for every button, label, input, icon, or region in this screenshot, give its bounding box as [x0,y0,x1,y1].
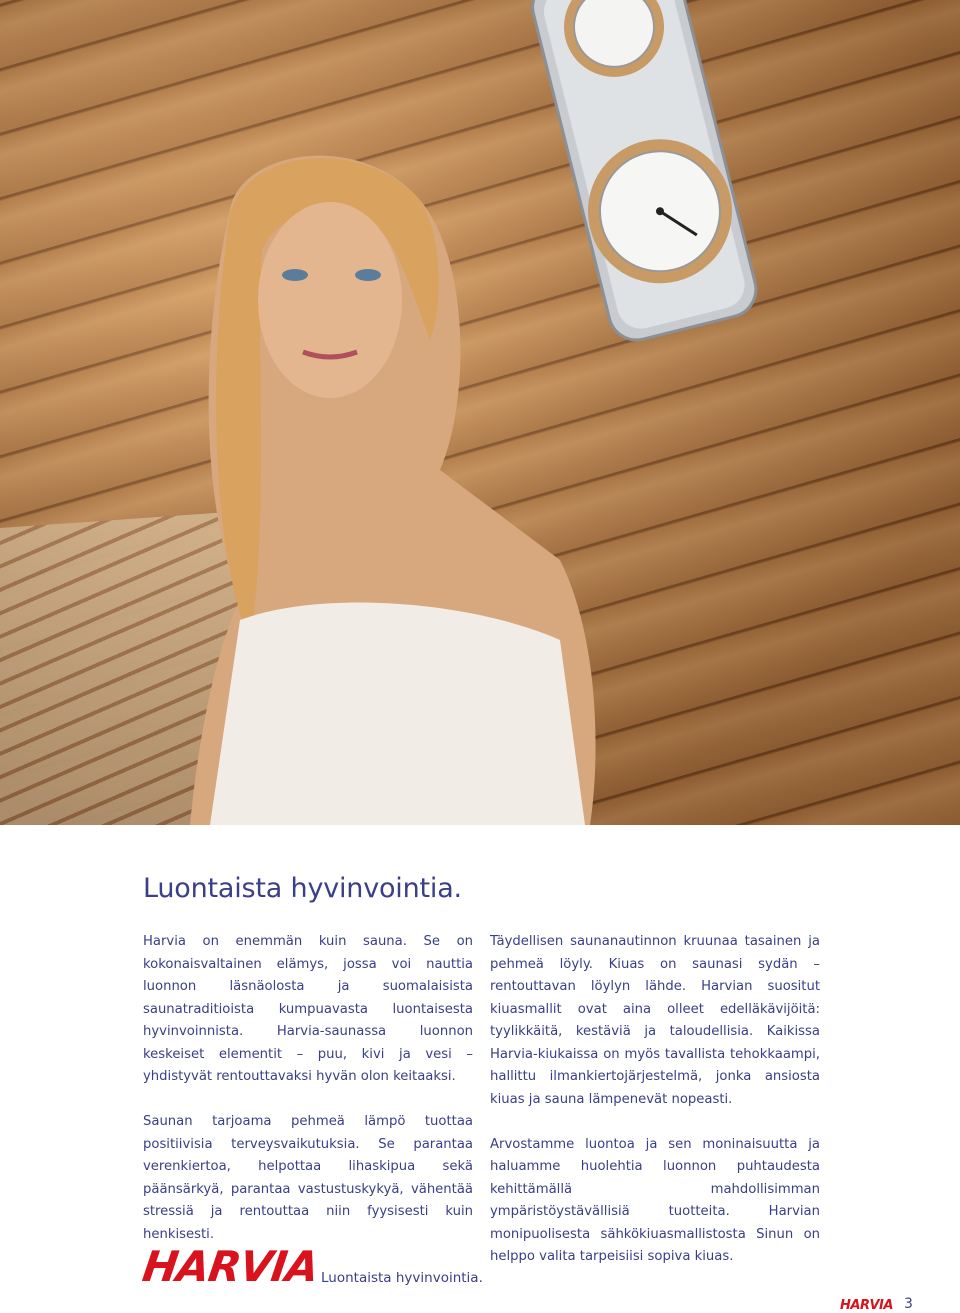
woman-figure [190,156,596,825]
left-text-column [143,931,473,1269]
footer-tagline: Luontaista hyvinvointia. [321,1270,483,1286]
harvia-logo: HARVIA [139,1242,322,1291]
page-title: Luontaista hyvinvointia. [143,873,462,904]
right-text-column [490,931,820,1291]
thermometer-panel [527,0,762,346]
body-paragraph: Saunan tarjoama pehmeä lämpö tuottaa positiivisia terveysvaikutuksia. Se parantaa verenkiertoa, helpottaa lihaskipua sekä päänsärkyä, parantaa vastustuskykyä, vähentää stressiä ja rentouttaa niin fyysisesti kuin henkisesti. [143,1114,473,1242]
harvia-small-logo: HARVIA [840,1298,893,1313]
body-paragraph: Harvia on enemmän kuin sauna. Se on kokonaisvaltainen elämys, jossa voi nauttia luonnon läsnäolosta ja suomalaisista saunatraditioista kumpuavasta luontaisesta hyvinvoinnista. Harvia-saunassa luonnon keskeiset elementit – puu, kivi ja vesi – yhdistyvät rentouttavaksi hyvän olon keitaaksi. [143,934,473,1084]
page-number: 3 [904,1296,913,1312]
body-paragraph: Arvostamme luontoa ja sen moninaisuutta ja haluamme huolehtia luonnon puhtaudesta kehittämällä mahdollisimman ympäristöystävällisiä tuotteita. Harvian monipuolisesta sähkökiuasmallistosta Sinun on helppo valita tarpeisiisi sopiva kiuas. [490,1136,820,1264]
body-paragraph: Täydellisen saunanautinnon kruunaa tasainen ja pehmeä löyly. Kiuas on saunasi sydän – rentouttavan löylyn lähde. Harvian suositut kiuasmallit ovat aina olleet edelläkävijöitä: tyylikkäitä, kestäviä ja taloudellisia. Kaikissa Harvia-kiukaissa on myös tavallista tehokkaampi, hallittu ilmankiertojärjestelmä, jonka ansiosta kiuas ja sauna lämpenevät nopeasti. [490,934,820,1107]
